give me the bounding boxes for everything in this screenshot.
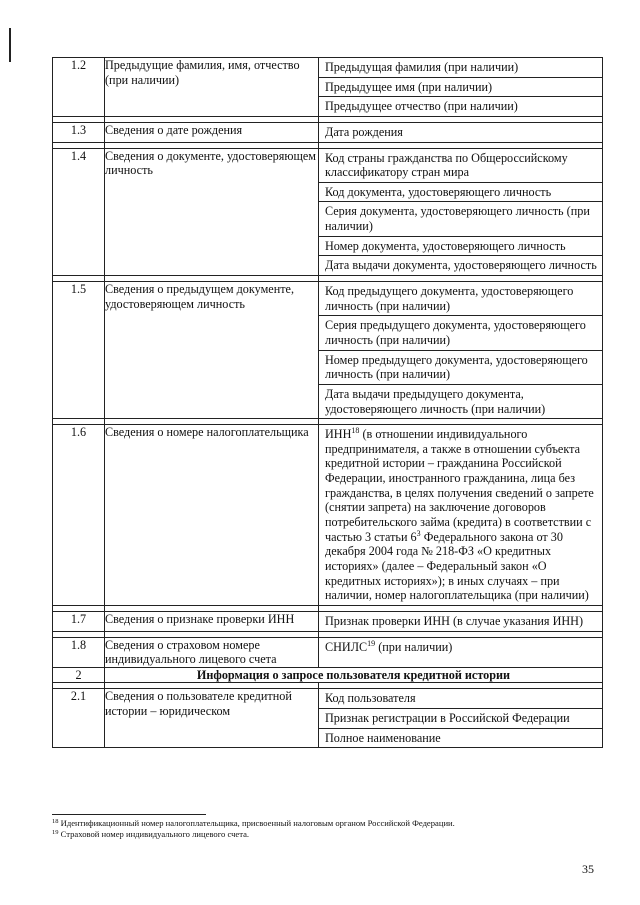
section-title: Информация о запросе пользователя кредитной истории xyxy=(105,667,603,683)
page-edge-mark xyxy=(9,28,11,62)
inn-label: ИНН xyxy=(325,427,352,442)
row-name: Сведения о номере налогоплательщика xyxy=(105,425,319,606)
table-row xyxy=(53,425,603,606)
inn-field xyxy=(319,425,602,605)
field-item: Дата выдачи предыдущего документа, удостоверяющего личность (при наличии) xyxy=(325,386,546,416)
field-item: Код предыдущего документа, удостоверяющего личность (при наличии) xyxy=(319,282,602,316)
footnote-text: Идентификационный номер налогоплательщика, присвоенный налоговым органом Российской Федерации. xyxy=(58,818,455,828)
inn-description: (в отношении индивидуального предпринимателя, а также в отношении субъекта кредитной истории – гражданина Российской Федерации, иностранного гражданина, лица без гражданства, в целях получения сведений о запрете (снятии запрета) на заключение договоров потребительского займа (кредита) в соответствии с частью 3 статьи 6 xyxy=(325,427,594,544)
row-number: 1.6 xyxy=(53,425,105,606)
requirements-table xyxy=(52,57,603,748)
footnote-ref: 19 xyxy=(367,638,376,648)
field-item: Номер предыдущего документа, удостоверяющего личность (при наличии) xyxy=(319,351,602,385)
field-item: Номер документа, удостоверяющего личность xyxy=(319,237,602,257)
field-item: Код документа, удостоверяющего личность xyxy=(319,183,602,203)
row-number: 1.7 xyxy=(53,611,105,631)
row-name: Сведения о пользователе кредитной истории – юридическом xyxy=(105,689,319,748)
field-item: Серия предыдущего документа, удостоверяющего личность (при наличии) xyxy=(319,316,602,350)
row-number: 1.2 xyxy=(53,58,105,117)
row-name: Сведения о страховом номере индивидуального лицевого счета xyxy=(105,637,319,667)
field-item: Код пользователя xyxy=(319,689,602,709)
row-name: Сведения о признаке проверки ИНН xyxy=(105,611,319,631)
footnote-text: Страховой номер индивидуального лицевого счета. xyxy=(58,828,250,839)
footnote-ref: 18 xyxy=(351,426,360,436)
table-row xyxy=(53,689,603,748)
footnote-item xyxy=(52,829,612,840)
field-item: Признак регистрации в Российской Федерации xyxy=(319,709,602,729)
row-number: 1.5 xyxy=(53,282,105,419)
field-item: Код страны гражданства по Общероссийскому классификатору стран мира xyxy=(319,149,602,183)
table-row xyxy=(53,611,603,631)
field-item: Признак проверки ИНН (в случае указания ИНН) xyxy=(325,613,584,628)
table-row xyxy=(53,282,603,419)
footnote-mark: 18 xyxy=(52,818,59,825)
snils-field xyxy=(319,638,602,657)
row-number: 2.1 xyxy=(53,689,105,748)
snils-description: (при наличии) xyxy=(375,639,453,654)
table-row xyxy=(53,637,603,667)
row-name: Предыдущие фамилия, имя, отчество (при наличии) xyxy=(105,58,319,117)
section-row xyxy=(53,667,603,683)
field-item: Дата выдачи документа, удостоверяющего личность xyxy=(325,258,597,273)
row-name: Сведения о дате рождения xyxy=(105,122,319,142)
table-row xyxy=(53,148,603,275)
field-item: Полное наименование xyxy=(325,730,441,745)
inn-description-cont: Федерального закона от 30 декабря 2004 года № 218-ФЗ «О кредитных историях» (далее – Федеральный закон «О кредитных историях»); в иных случаях – при наличии, номер налогоплательщика (при наличии) xyxy=(325,529,589,603)
field-item: Предыдущее отчество (при наличии) xyxy=(325,99,518,114)
page-number: 35 xyxy=(582,862,594,876)
row-number: 1.4 xyxy=(53,148,105,275)
field-item: Серия документа, удостоверяющего личность (при наличии) xyxy=(319,202,602,236)
footnote-separator xyxy=(52,814,206,815)
table-row xyxy=(53,122,603,142)
table-row xyxy=(53,58,603,117)
footnote-item xyxy=(52,818,612,829)
footnotes xyxy=(52,818,612,839)
section-number: 2 xyxy=(53,667,105,683)
superscript: 3 xyxy=(416,528,421,538)
row-name: Сведения о документе, удостоверяющем личность xyxy=(105,148,319,275)
field-item: Дата рождения xyxy=(325,124,403,139)
row-number: 1.3 xyxy=(53,122,105,142)
footnote-mark: 19 xyxy=(52,828,59,836)
row-name: Сведения о предыдущем документе, удостоверяющем личность xyxy=(105,282,319,419)
snils-label: СНИЛС xyxy=(325,639,368,654)
row-number: 1.8 xyxy=(53,637,105,667)
field-item: Предыдущая фамилия (при наличии) xyxy=(319,58,602,78)
field-item: Предыдущее имя (при наличии) xyxy=(319,78,602,98)
